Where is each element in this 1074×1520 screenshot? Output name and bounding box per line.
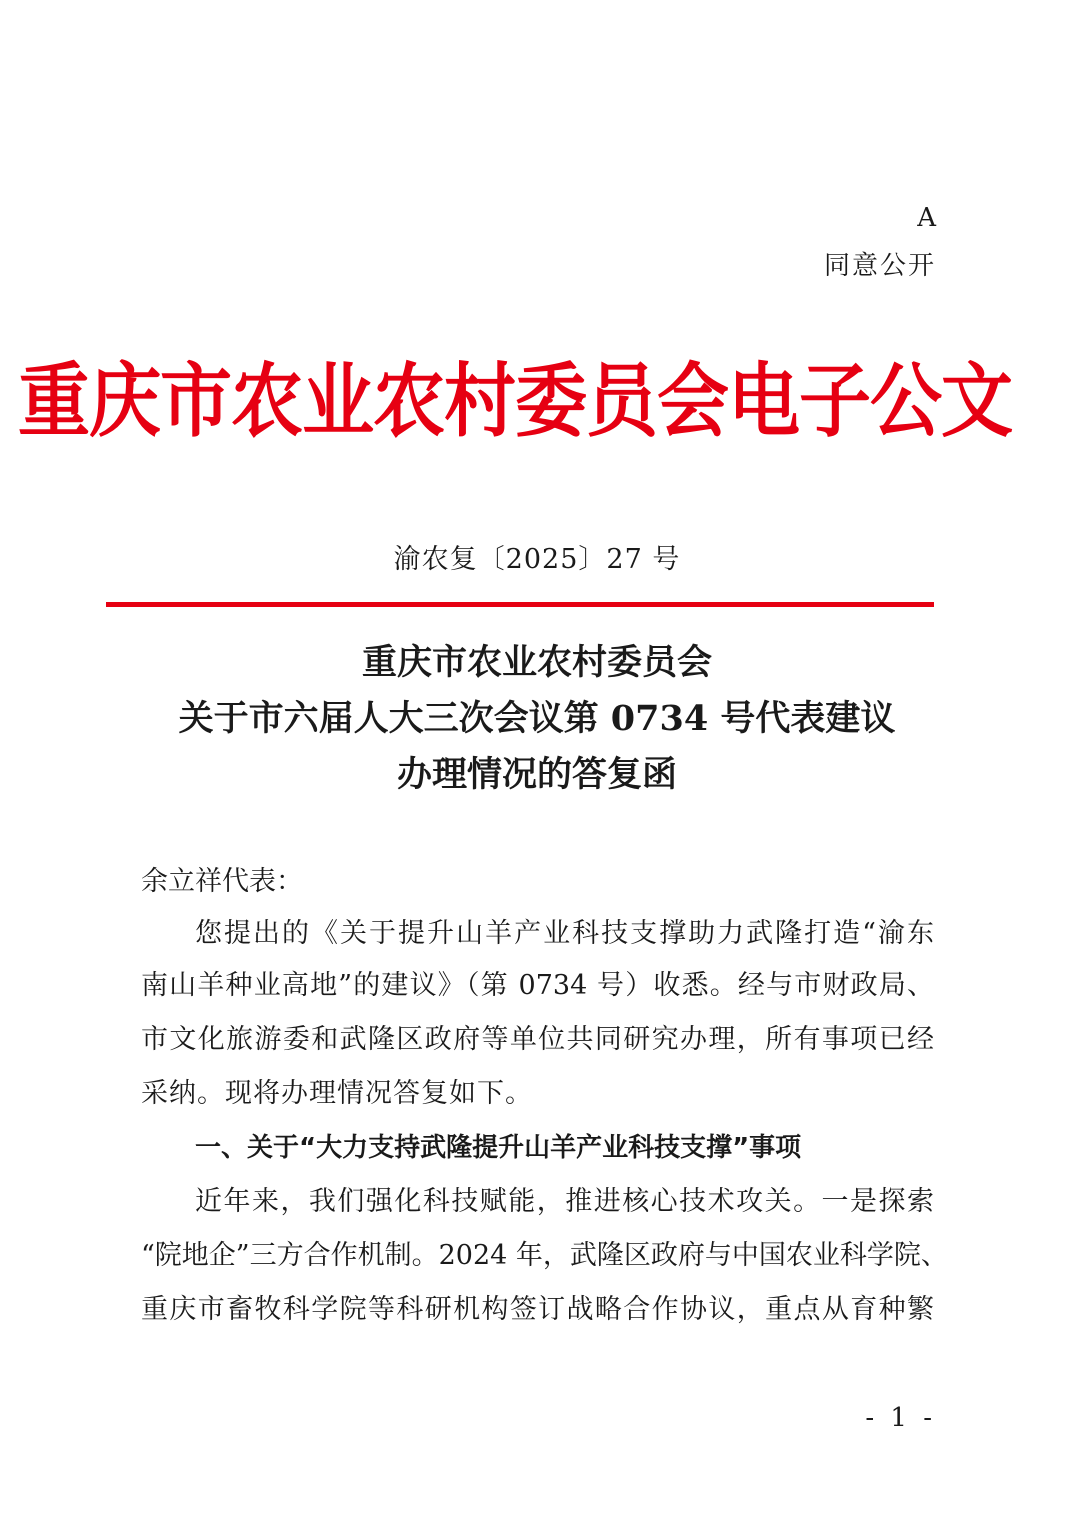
salutation: 余立祥代表： xyxy=(141,866,303,897)
document-grade: A xyxy=(917,203,936,233)
paragraph-1-line: 南山羊种业高地”的建议》（第 0734 号）收悉。经与市财政局、 xyxy=(141,970,934,1001)
red-divider-line xyxy=(106,602,934,607)
document-title-line-2: 关于市六届人大三次会议第 0734 号代表建议 xyxy=(178,698,896,739)
document-number: 渝农复〔2025〕27 号 xyxy=(393,544,681,575)
paragraph-1-line: 您提出的《关于提升山羊产业科技支撑助力武隆打造“渝东 xyxy=(195,918,934,949)
document-title-line-3: 办理情况的答复函 xyxy=(396,754,677,795)
paragraph-2-line: 重庆市畜牧科学院等科研机构签订战略合作协议，重点从育种繁 xyxy=(141,1294,934,1325)
disclosure-status: 同意公开 xyxy=(823,251,936,281)
paragraph-2-line: 近年来，我们强化科技赋能，推进核心技术攻关。一是探索 xyxy=(195,1186,934,1217)
section-1-heading: 一、关于“大力支持武隆提升山羊产业科技支撑”事项 xyxy=(195,1133,802,1163)
page-number: - 1 - xyxy=(865,1403,936,1433)
document-title-line-1: 重庆市农业农村委员会 xyxy=(361,642,712,683)
paragraph-1-line: 采纳。现将办理情况答复如下。 xyxy=(141,1078,533,1109)
letterhead-title: 重庆市农业农村委员会电子公文 xyxy=(17,353,1012,449)
paragraph-2-line: “院地企”三方合作机制。2024 年，武隆区政府与中国农业科学院、 xyxy=(141,1240,948,1271)
paragraph-1-line: 市文化旅游委和武隆区政府等单位共同研究办理，所有事项已经 xyxy=(141,1024,934,1055)
